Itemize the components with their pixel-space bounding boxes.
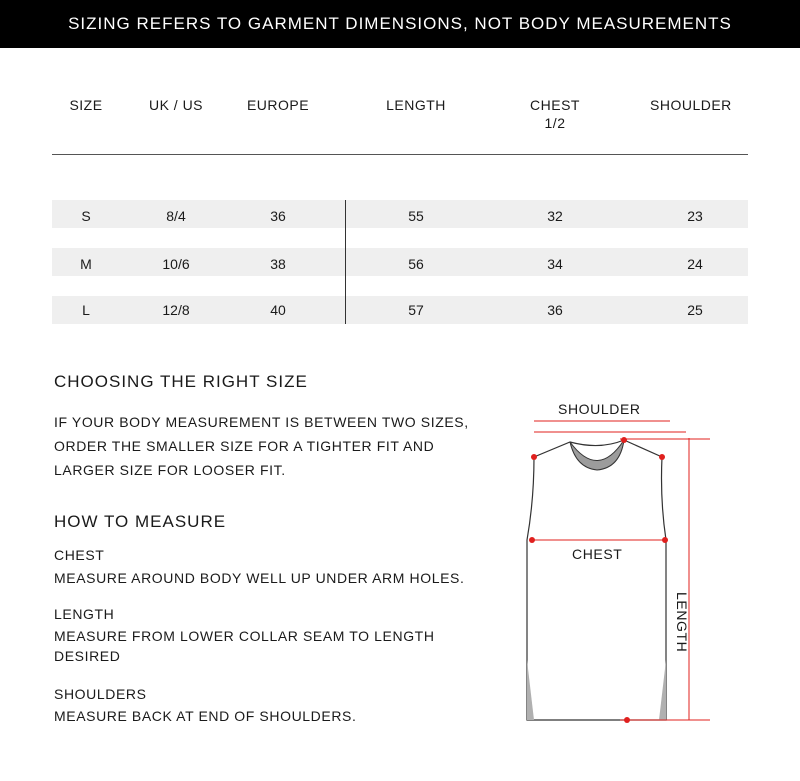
header-banner xyxy=(0,0,800,48)
length-line: MEASURE FROM LOWER COLLAR SEAM TO LENGTH xyxy=(54,628,435,644)
header-uk-us: UK / US xyxy=(148,97,204,113)
collar-dot xyxy=(621,437,627,443)
length-text xyxy=(54,624,435,668)
hem-dot xyxy=(624,717,630,723)
header-shoulder: SHOULDER xyxy=(650,97,732,113)
shoulders-label: SHOULDERS xyxy=(54,686,147,702)
chest-text: MEASURE AROUND BODY WELL UP UNDER ARM HOLES. xyxy=(54,570,465,586)
cell-size: M xyxy=(80,256,92,272)
right-chest-dot xyxy=(662,537,668,543)
chest-label: CHEST xyxy=(54,547,105,563)
garment-body xyxy=(527,440,666,720)
cell-uk-us: 8/4 xyxy=(166,208,186,224)
cell-uk-us: 10/6 xyxy=(162,256,190,272)
tank-top-illustration xyxy=(500,390,760,740)
header-chest-half: CHEST 1/2 xyxy=(530,97,580,131)
choosing-line: IF YOUR BODY MEASUREMENT IS BETWEEN TWO SIZES, xyxy=(54,414,469,430)
cell-europe: 40 xyxy=(270,302,286,318)
header-size: SIZE xyxy=(69,97,103,113)
left-shoulder-dot xyxy=(531,454,537,460)
cell-chest: 36 xyxy=(547,302,563,318)
cell-shoulder: 23 xyxy=(687,208,703,224)
choosing-text xyxy=(54,410,469,482)
cell-size: L xyxy=(82,302,90,318)
left-chest-dot xyxy=(529,537,535,543)
choosing-line: ORDER THE SMALLER SIZE FOR A TIGHTER FIT AND xyxy=(54,438,435,454)
cell-shoulder: 24 xyxy=(687,256,703,272)
cell-size: S xyxy=(81,208,91,224)
cell-chest: 34 xyxy=(547,256,563,272)
cell-length: 56 xyxy=(408,256,424,272)
chest-diagram-label: CHEST xyxy=(572,546,623,562)
length-label: LENGTH xyxy=(54,606,115,622)
cell-chest: 32 xyxy=(547,208,563,224)
cell-shoulder: 25 xyxy=(687,302,703,318)
shoulders-text: MEASURE BACK AT END OF SHOULDERS. xyxy=(54,708,357,724)
choosing-title: CHOOSING THE RIGHT SIZE xyxy=(54,372,308,391)
cell-length: 55 xyxy=(408,208,424,224)
header-europe: EUROPE xyxy=(246,97,310,113)
cell-uk-us: 12/8 xyxy=(162,302,190,318)
header-length: LENGTH xyxy=(386,97,446,113)
shoulder-label: SHOULDER xyxy=(558,401,641,417)
garment-diagram xyxy=(500,390,760,740)
banner-text: SIZING REFERS TO GARMENT DIMENSIONS, NOT BODY MEASUREMENTS xyxy=(68,14,732,33)
length-line: DESIRED xyxy=(54,648,121,664)
right-shoulder-dot xyxy=(659,454,665,460)
choosing-line: LARGER SIZE FOR LOOSER FIT. xyxy=(54,462,286,478)
column-divider xyxy=(345,200,346,324)
cell-europe: 38 xyxy=(270,256,286,272)
length-diagram-label: LENGTH xyxy=(674,592,690,653)
cell-europe: 36 xyxy=(270,208,286,224)
how-title: HOW TO MEASURE xyxy=(54,512,227,531)
cell-length: 57 xyxy=(408,302,424,318)
header-divider xyxy=(52,154,748,155)
